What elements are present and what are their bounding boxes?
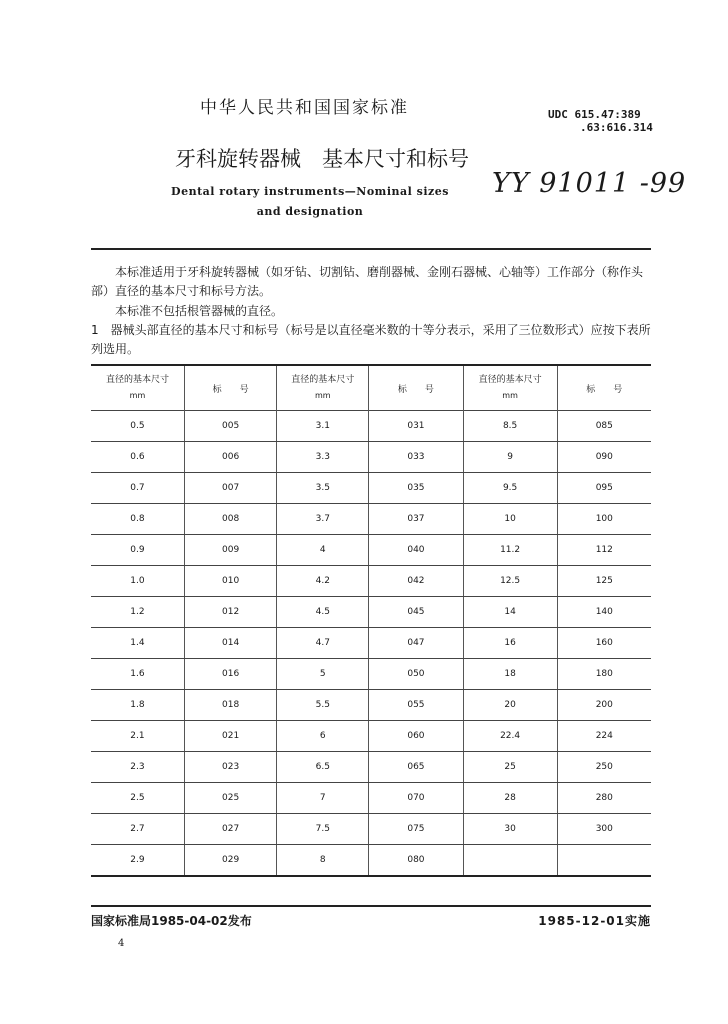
col-header-tag bbox=[557, 365, 651, 411]
tag-cell: 012 bbox=[184, 597, 276, 628]
diameter-cell: 0.7 bbox=[91, 473, 184, 504]
tag-cell: 250 bbox=[557, 752, 651, 783]
diameter-cell: 28 bbox=[463, 783, 557, 814]
diameter-cell: 10 bbox=[463, 504, 557, 535]
tag-cell: 010 bbox=[184, 566, 276, 597]
diameter-cell: 8.5 bbox=[463, 411, 557, 442]
diameter-cell: 18 bbox=[463, 659, 557, 690]
page-number: 4 bbox=[118, 938, 125, 949]
diameter-cell: 14 bbox=[463, 597, 557, 628]
tag-cell: 007 bbox=[184, 473, 276, 504]
header-divider bbox=[91, 248, 651, 250]
diameter-label: 直径的基本尺寸 bbox=[478, 374, 542, 385]
tag-label: 标号 bbox=[397, 384, 452, 395]
tag-cell: 037 bbox=[369, 504, 463, 535]
tag-cell: 055 bbox=[369, 690, 463, 721]
tag-cell: 023 bbox=[184, 752, 276, 783]
clause-1-paragraph: 1 器械头部直径的基本尺寸和标号（标号是以直径毫米数的十等分表示，采用了三位数形式）应按下表所列选用。 bbox=[91, 323, 651, 356]
diameter-cell: 2.9 bbox=[91, 845, 184, 877]
tag-cell: 050 bbox=[369, 659, 463, 690]
diameter-label: 直径的基本尺寸 bbox=[105, 374, 169, 385]
tag-cell: 006 bbox=[184, 442, 276, 473]
tag-cell: 065 bbox=[369, 752, 463, 783]
tag-cell: 070 bbox=[369, 783, 463, 814]
tag-cell: 085 bbox=[557, 411, 651, 442]
tag-label: 标号 bbox=[212, 384, 267, 395]
diameter-cell: 9.5 bbox=[463, 473, 557, 504]
diameter-cell: 1.4 bbox=[91, 628, 184, 659]
diameter-cell: 3.1 bbox=[277, 411, 369, 442]
table-row bbox=[91, 814, 651, 845]
tag-cell: 160 bbox=[557, 628, 651, 659]
diameter-cell: 6 bbox=[277, 721, 369, 752]
tag-cell: 280 bbox=[557, 783, 651, 814]
table-row bbox=[91, 566, 651, 597]
tag-cell: 112 bbox=[557, 535, 651, 566]
table-row bbox=[91, 628, 651, 659]
tag-label: 标号 bbox=[586, 384, 641, 395]
standard-number: YY 91011 -99 bbox=[492, 168, 687, 199]
diameter-cell: 16 bbox=[463, 628, 557, 659]
tag-cell: 027 bbox=[184, 814, 276, 845]
table-row bbox=[91, 442, 651, 473]
diameter-cell: 4.2 bbox=[277, 566, 369, 597]
udc-line-1: UDC 615.47:389 bbox=[548, 108, 641, 121]
table-row bbox=[91, 721, 651, 752]
tag-cell: 005 bbox=[184, 411, 276, 442]
diameter-unit: mm bbox=[129, 390, 146, 400]
table-row bbox=[91, 659, 651, 690]
tag-cell: 300 bbox=[557, 814, 651, 845]
diameter-cell: 3.5 bbox=[277, 473, 369, 504]
diameter-cell: 2.5 bbox=[91, 783, 184, 814]
diameter-label: 直径的基本尺寸 bbox=[291, 374, 355, 385]
tag-cell: 075 bbox=[369, 814, 463, 845]
issue-date: 国家标准局1985-04-02发布 bbox=[91, 914, 252, 928]
tag-cell: 200 bbox=[557, 690, 651, 721]
diameter-cell: 0.8 bbox=[91, 504, 184, 535]
tag-cell: 100 bbox=[557, 504, 651, 535]
tag-cell: 033 bbox=[369, 442, 463, 473]
document-title-en bbox=[150, 182, 470, 222]
diameter-cell: 9 bbox=[463, 442, 557, 473]
diameter-cell: 20 bbox=[463, 690, 557, 721]
diameter-cell: 25 bbox=[463, 752, 557, 783]
tag-cell: 014 bbox=[184, 628, 276, 659]
col-header-tag bbox=[369, 365, 463, 411]
diameter-cell: 3.7 bbox=[277, 504, 369, 535]
table-row bbox=[91, 473, 651, 504]
tag-cell: 042 bbox=[369, 566, 463, 597]
scope-paragraph: 本标准适用于牙科旋转器械（如牙钻、切割钻、磨削器械、金刚石器械、心轴等）工作部分（称作头部）直径的基本尺寸和标号方法。 bbox=[91, 265, 644, 298]
diameter-cell: 4.7 bbox=[277, 628, 369, 659]
implementation-date: 1985-12-01实施 bbox=[538, 914, 651, 928]
tag-cell: 140 bbox=[557, 597, 651, 628]
diameter-cell: 7 bbox=[277, 783, 369, 814]
diameter-cell: 12.5 bbox=[463, 566, 557, 597]
title-en-line-2: and designation bbox=[256, 205, 364, 218]
diameter-cell: 7.5 bbox=[277, 814, 369, 845]
tag-cell: 224 bbox=[557, 721, 651, 752]
diameter-cell: 4.5 bbox=[277, 597, 369, 628]
tag-cell: 095 bbox=[557, 473, 651, 504]
udc-line-2: .63:616.314 bbox=[580, 121, 653, 134]
diameter-cell: 30 bbox=[463, 814, 557, 845]
tag-cell: 080 bbox=[369, 845, 463, 877]
tag-cell: 125 bbox=[557, 566, 651, 597]
table-row bbox=[91, 845, 651, 877]
diameter-cell: 0.9 bbox=[91, 535, 184, 566]
col-header-diameter bbox=[277, 365, 369, 411]
diameter-cell: 22.4 bbox=[463, 721, 557, 752]
diameter-cell: 11.2 bbox=[463, 535, 557, 566]
diameter-cell bbox=[463, 845, 557, 877]
table-row bbox=[91, 752, 651, 783]
tag-cell: 025 bbox=[184, 783, 276, 814]
diameter-unit: mm bbox=[502, 390, 518, 400]
table-row bbox=[91, 535, 651, 566]
diameter-cell: 6.5 bbox=[277, 752, 369, 783]
diameter-cell: 2.1 bbox=[91, 721, 184, 752]
col-header-diameter bbox=[91, 365, 184, 411]
tag-cell: 180 bbox=[557, 659, 651, 690]
title-en-line-1: Dental rotary instruments—Nominal sizes bbox=[171, 185, 449, 198]
table-row bbox=[91, 504, 651, 535]
tag-cell: 040 bbox=[369, 535, 463, 566]
tag-cell: 021 bbox=[184, 721, 276, 752]
size-designation-table bbox=[91, 364, 651, 877]
table-row bbox=[91, 690, 651, 721]
diameter-cell: 0.6 bbox=[91, 442, 184, 473]
diameter-cell: 1.6 bbox=[91, 659, 184, 690]
diameter-cell: 1.2 bbox=[91, 597, 184, 628]
tag-cell: 008 bbox=[184, 504, 276, 535]
tag-cell bbox=[557, 845, 651, 877]
tag-cell: 035 bbox=[369, 473, 463, 504]
diameter-cell: 5.5 bbox=[277, 690, 369, 721]
table-row bbox=[91, 783, 651, 814]
footer-divider bbox=[91, 905, 651, 907]
diameter-cell: 5 bbox=[277, 659, 369, 690]
document-title-cn: 牙科旋转器械 基本尺寸和标号 bbox=[175, 147, 469, 171]
diameter-cell: 8 bbox=[277, 845, 369, 877]
diameter-unit: mm bbox=[314, 390, 331, 400]
tag-cell: 060 bbox=[369, 721, 463, 752]
exclusion-paragraph: 本标准不包括根管器械的直径。 bbox=[115, 304, 284, 318]
diameter-cell: 3.3 bbox=[277, 442, 369, 473]
tag-cell: 029 bbox=[184, 845, 276, 877]
tag-cell: 090 bbox=[557, 442, 651, 473]
diameter-cell: 2.3 bbox=[91, 752, 184, 783]
table-row bbox=[91, 597, 651, 628]
col-header-diameter bbox=[463, 365, 557, 411]
diameter-cell: 4 bbox=[277, 535, 369, 566]
tag-cell: 009 bbox=[184, 535, 276, 566]
tag-cell: 031 bbox=[369, 411, 463, 442]
tag-cell: 016 bbox=[184, 659, 276, 690]
tag-cell: 018 bbox=[184, 690, 276, 721]
table-header-row bbox=[91, 365, 651, 411]
tag-cell: 047 bbox=[369, 628, 463, 659]
diameter-cell: 1.8 bbox=[91, 690, 184, 721]
diameter-cell: 2.7 bbox=[91, 814, 184, 845]
national-standard-heading: 中华人民共和国国家标准 bbox=[200, 98, 409, 118]
col-header-tag bbox=[184, 365, 276, 411]
udc-code bbox=[548, 108, 653, 134]
table-row bbox=[91, 411, 651, 442]
diameter-cell: 0.5 bbox=[91, 411, 184, 442]
tag-cell: 045 bbox=[369, 597, 463, 628]
diameter-cell: 1.0 bbox=[91, 566, 184, 597]
